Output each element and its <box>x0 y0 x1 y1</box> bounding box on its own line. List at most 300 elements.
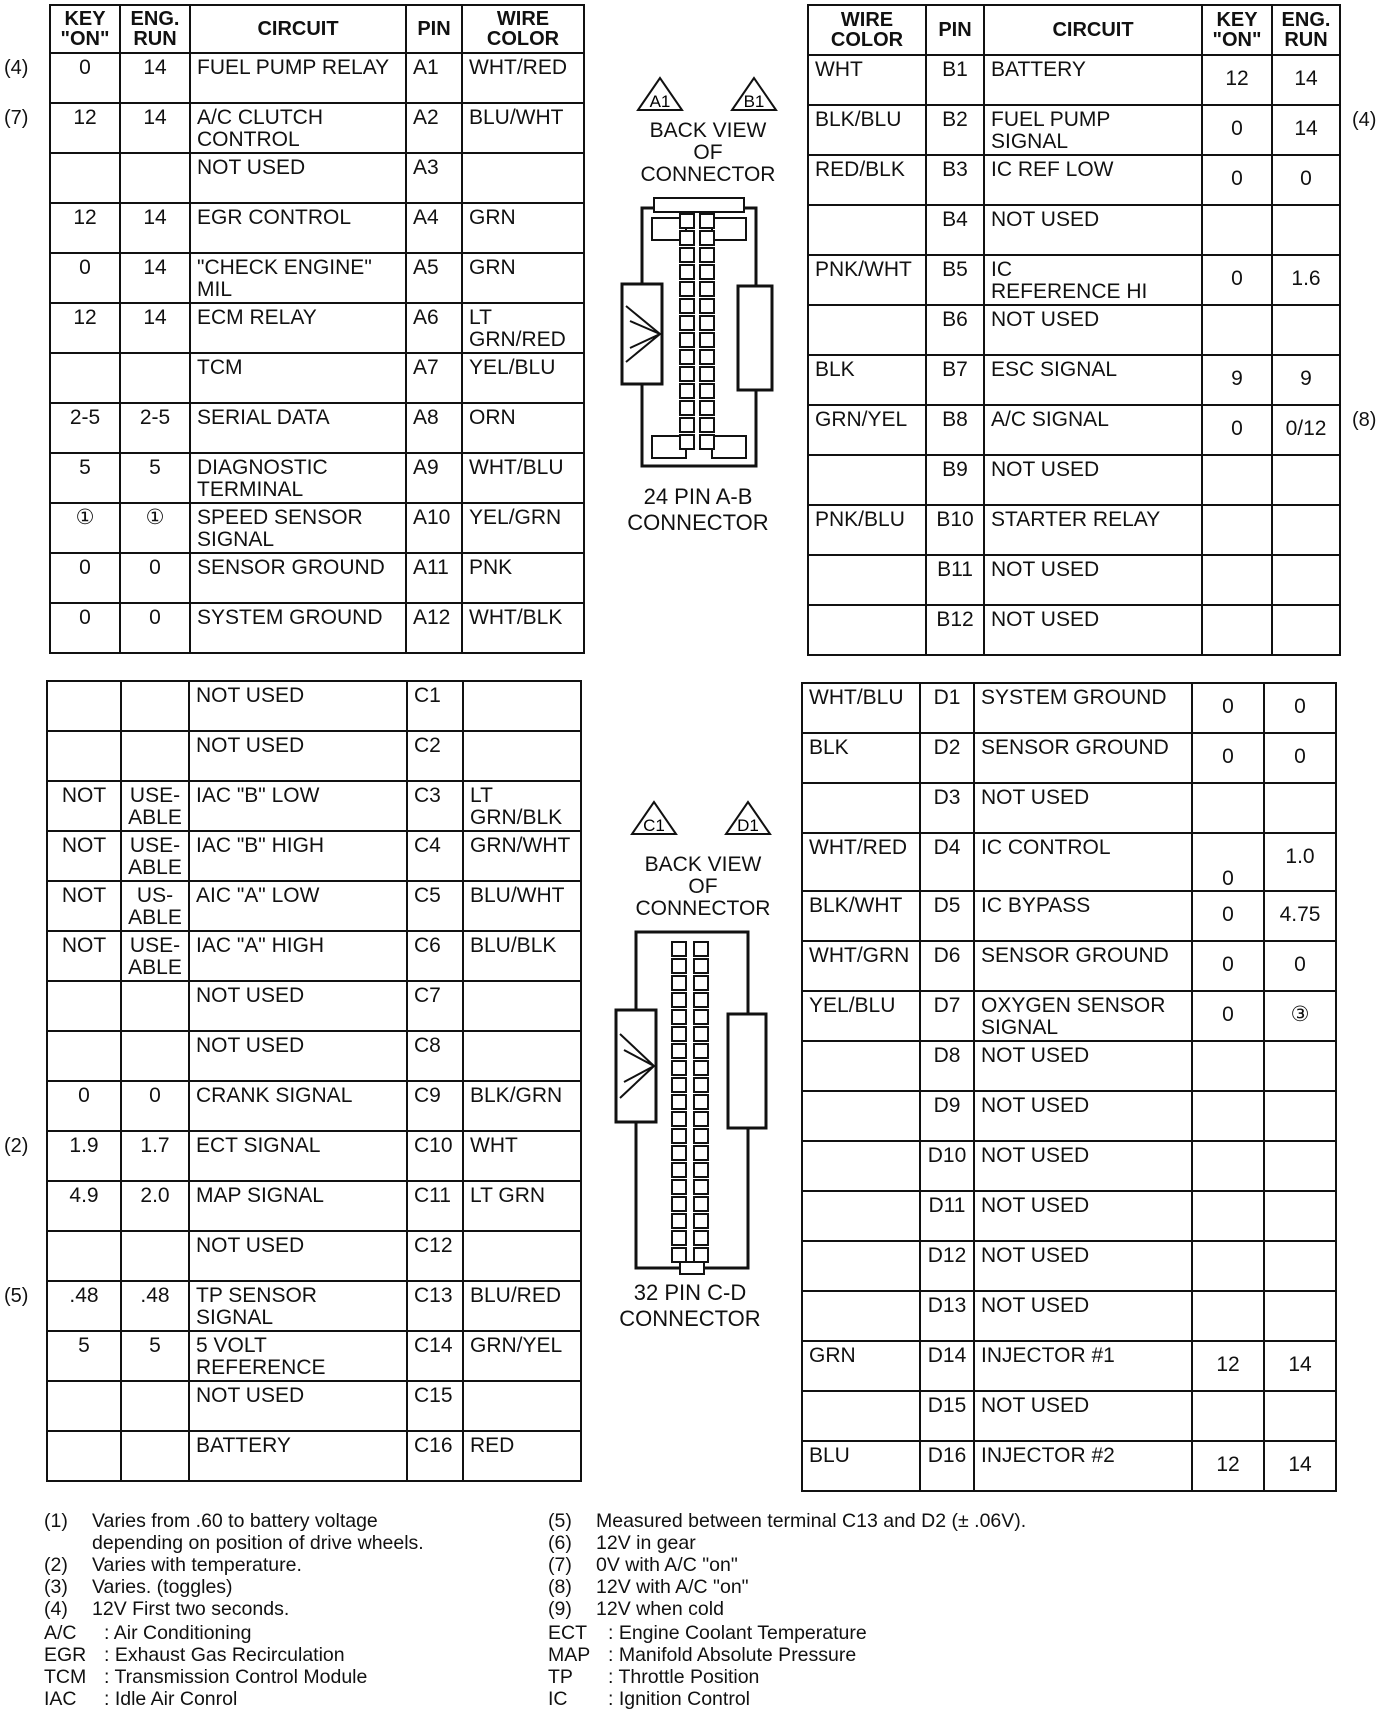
wire-color: GRN <box>802 1341 920 1391</box>
circuit-name: STARTER RELAY <box>984 505 1202 555</box>
key-on-voltage: ① <box>50 503 120 553</box>
header-circuit: CIRCUIT <box>190 5 406 53</box>
eng-run-voltage: 0 <box>1264 941 1336 991</box>
wire-color: BLK/BLU <box>808 105 926 155</box>
abbreviation <box>548 1644 1108 1666</box>
eng-run-voltage <box>1264 1191 1336 1241</box>
pin-id: D2 <box>920 733 974 783</box>
pin-row-d1 <box>802 683 1336 733</box>
circuit-name: CRANK SIGNAL <box>189 1081 407 1131</box>
footnote <box>44 1510 544 1532</box>
wire-color <box>463 1031 581 1081</box>
wire-color: WHT/BLK <box>462 603 584 653</box>
wire-color: ORN <box>462 403 584 453</box>
tag-d1-text: D1 <box>737 816 759 835</box>
abbreviation <box>548 1666 1108 1688</box>
key-on-voltage: 0 <box>47 1081 121 1131</box>
abbreviation-term: ECT <box>548 1622 587 1644</box>
connector-pin-cavity <box>680 231 694 245</box>
eng-run-voltage <box>1272 455 1340 505</box>
footnote <box>548 1598 1108 1620</box>
key-on-voltage <box>47 1381 121 1431</box>
wire-color <box>802 1141 920 1191</box>
pin-row-c2 <box>47 731 581 781</box>
wire-color: PNK <box>462 553 584 603</box>
notes-left <box>44 1510 544 1620</box>
connector-pin-cavity <box>672 1129 686 1143</box>
circuit-name: INJECTOR #2 <box>974 1441 1192 1491</box>
connector-pin-cavity <box>694 1197 708 1211</box>
connector-a-pin-table <box>49 4 585 654</box>
pin-id: A11 <box>406 553 462 603</box>
pin-id: C8 <box>407 1031 463 1081</box>
footnote <box>44 1532 544 1554</box>
connector-pin-cavity <box>694 959 708 973</box>
abbreviation-definition: : Engine Coolant Temperature <box>608 1622 867 1644</box>
pin-id: B2 <box>926 105 984 155</box>
wire-color <box>802 1391 920 1441</box>
pin-id: C6 <box>407 931 463 981</box>
key-on-voltage: 0 <box>1202 105 1272 155</box>
circuit-name: NOT USED <box>984 605 1202 655</box>
abbreviation <box>44 1644 544 1666</box>
connector-pin-cavity <box>694 1214 708 1228</box>
wire-color: BLU/WHT <box>463 881 581 931</box>
connector-pin-cavity <box>672 993 686 1007</box>
eng-run-voltage: 14 <box>120 253 190 303</box>
pin-id: C4 <box>407 831 463 881</box>
footnote-marker: (7) <box>4 107 29 129</box>
pin-row-a10 <box>50 503 584 553</box>
wire-color <box>808 305 926 355</box>
circuit-name: INJECTOR #1 <box>974 1341 1192 1391</box>
connector-pin-cavity <box>700 418 714 432</box>
pin-id: C14 <box>407 1331 463 1381</box>
connector-pin-cavity <box>694 1061 708 1075</box>
key-on-voltage: 5 <box>47 1331 121 1381</box>
circuit-name: OXYGEN SENSOR SIGNAL <box>974 991 1192 1041</box>
eng-run-voltage: 14 <box>1272 55 1340 105</box>
connector-pin-cavity <box>700 231 714 245</box>
footnote-number: (3) <box>44 1576 68 1598</box>
connector-pin-cavity <box>680 265 694 279</box>
pin-row-d9 <box>802 1091 1336 1141</box>
pin-id: D12 <box>920 1241 974 1291</box>
circuit-name: NOT USED <box>974 1041 1192 1091</box>
wire-color: GRN/WHT <box>463 831 581 881</box>
pin-row-d3 <box>802 783 1336 833</box>
key-on-voltage: NOT <box>47 831 121 881</box>
connector-pin-cavity <box>680 401 694 415</box>
pin-id: A9 <box>406 453 462 503</box>
footnote-number: (1) <box>44 1510 68 1532</box>
circuit-name: SPEED SENSOR SIGNAL <box>190 503 406 553</box>
wire-color: GRN/YEL <box>808 405 926 455</box>
key-on-voltage <box>1202 605 1272 655</box>
key-on-voltage <box>47 681 121 731</box>
pin-id: C15 <box>407 1381 463 1431</box>
footnote-text: 0V with A/C "on" <box>596 1554 738 1576</box>
abbreviation-term: IC <box>548 1688 568 1710</box>
connector-pin-cavity <box>700 350 714 364</box>
pin-row-a11 <box>50 553 584 603</box>
wire-color: BLU <box>802 1441 920 1491</box>
wire-color <box>463 981 581 1031</box>
abbreviations-right <box>548 1622 1108 1710</box>
connector-pin-cavity <box>672 942 686 956</box>
abbreviation-definition: : Ignition Control <box>608 1688 750 1710</box>
key-on-voltage: NOT <box>47 881 121 931</box>
connector-pin-cavity <box>680 384 694 398</box>
abbreviation-definition: : Idle Air Conrol <box>104 1688 238 1710</box>
connector-pin-cavity <box>700 435 714 449</box>
pin-row-c3 <box>47 781 581 831</box>
footnote-number <box>44 1532 92 1554</box>
circuit-name: TP SENSOR SIGNAL <box>189 1281 407 1331</box>
eng-run-voltage <box>121 681 189 731</box>
key-on-voltage <box>1192 1141 1264 1191</box>
connector-pin-cavity <box>694 1163 708 1177</box>
pin-id: B3 <box>926 155 984 205</box>
pin-row-c5 <box>47 881 581 931</box>
wire-color <box>802 1041 920 1091</box>
pin-id: B6 <box>926 305 984 355</box>
key-on-voltage <box>47 1031 121 1081</box>
abbreviations-left <box>44 1622 544 1710</box>
pin-row-c16 <box>47 1431 581 1481</box>
eng-run-voltage: 14 <box>120 53 190 103</box>
wire-color: LT GRN/RED <box>462 303 584 353</box>
pin-row-a12 <box>50 603 584 653</box>
key-on-voltage: NOT <box>47 931 121 981</box>
eng-run-voltage: 1.7 <box>121 1131 189 1181</box>
pin-id: D16 <box>920 1441 974 1491</box>
connector-pin-cavity <box>700 384 714 398</box>
pin-id: D3 <box>920 783 974 833</box>
pin-row-b4 <box>808 205 1340 255</box>
key-on-voltage <box>50 353 120 403</box>
pin-row-d10 <box>802 1141 1336 1191</box>
circuit-name: BATTERY <box>984 55 1202 105</box>
eng-run-voltage: 14 <box>1264 1441 1336 1491</box>
wire-color: BLU/BLK <box>463 931 581 981</box>
pin-row-b2 <box>808 105 1340 155</box>
circuit-name: NOT USED <box>984 455 1202 505</box>
pin-row-a5 <box>50 253 584 303</box>
eng-run-voltage: 1.0 <box>1264 833 1336 891</box>
tag-a1-text: A1 <box>649 92 671 111</box>
wire-color: WHT <box>463 1131 581 1181</box>
wire-color: GRN/YEL <box>463 1331 581 1381</box>
pin-row-d7 <box>802 991 1336 1041</box>
circuit-name: IC REF LOW <box>984 155 1202 205</box>
eng-run-voltage <box>1264 1091 1336 1141</box>
connector-pin-cavity <box>672 1044 686 1058</box>
footnote-text: depending on position of drive wheels. <box>92 1532 424 1554</box>
wire-color: GRN <box>462 253 584 303</box>
footnote-number: (8) <box>548 1576 572 1598</box>
connector-pin-cavity <box>680 316 694 330</box>
pin-row-a6 <box>50 303 584 353</box>
footnote-marker: (8) <box>1352 409 1377 431</box>
connector-pin-cavity <box>680 214 694 228</box>
connector-pin-cavity <box>700 214 714 228</box>
pin-id: B10 <box>926 505 984 555</box>
key-on-voltage <box>1202 555 1272 605</box>
pin-row-d4 <box>802 833 1336 891</box>
circuit-name: NOT USED <box>974 1191 1192 1241</box>
key-on-voltage <box>47 1231 121 1281</box>
eng-run-voltage: 2.0 <box>121 1181 189 1231</box>
pin-row-d2 <box>802 733 1336 783</box>
wire-color <box>802 1291 920 1341</box>
circuit-name: NOT USED <box>974 1391 1192 1441</box>
connector-pin-cavity <box>694 942 708 956</box>
key-on-voltage: 2-5 <box>50 403 120 453</box>
header-eng-run: ENG. RUN <box>120 5 190 53</box>
footnote-text: 12V with A/C "on" <box>596 1576 749 1598</box>
abbreviation <box>548 1688 1108 1710</box>
pin-id: B12 <box>926 605 984 655</box>
key-on-voltage: NOT <box>47 781 121 831</box>
pin-id: C7 <box>407 981 463 1031</box>
eng-run-voltage <box>121 981 189 1031</box>
connector-pin-cavity <box>694 1112 708 1126</box>
circuit-name: MAP SIGNAL <box>189 1181 407 1231</box>
circuit-name: NOT USED <box>189 681 407 731</box>
footnote <box>44 1598 544 1620</box>
key-on-voltage: 5 <box>50 453 120 503</box>
pin-row-b5 <box>808 255 1340 305</box>
pin-id: A2 <box>406 103 462 153</box>
pin-row-d8 <box>802 1041 1336 1091</box>
abbreviation-term: EGR <box>44 1644 87 1666</box>
key-on-voltage: 0 <box>50 53 120 103</box>
key-on-voltage <box>1192 1091 1264 1141</box>
wire-color <box>802 1191 920 1241</box>
key-on-voltage <box>1202 455 1272 505</box>
key-on-voltage: 12 <box>50 303 120 353</box>
connector-d-pin-table <box>801 682 1337 1492</box>
key-on-voltage: 0 <box>1192 833 1264 891</box>
connector-pin-cavity <box>680 333 694 347</box>
connector-pin-cavity <box>672 1180 686 1194</box>
key-on-voltage <box>1192 1291 1264 1341</box>
pin-id: C11 <box>407 1181 463 1231</box>
header-wire-color: WIRE COLOR <box>462 5 584 53</box>
pin-id: D7 <box>920 991 974 1041</box>
tag-b1-text: B1 <box>743 92 765 111</box>
circuit-name: SENSOR GROUND <box>974 733 1192 783</box>
footnote-number: (7) <box>548 1554 572 1576</box>
connector-pin-cavity <box>694 1231 708 1245</box>
connector-ab-label: 24 PIN A-B CONNECTOR <box>627 484 769 535</box>
header-circuit: CIRCUIT <box>984 5 1202 55</box>
connector-pin-cavity <box>694 1078 708 1092</box>
eng-run-voltage: 2-5 <box>120 403 190 453</box>
wire-color <box>808 605 926 655</box>
eng-run-voltage <box>121 1431 189 1481</box>
pin-row-c9 <box>47 1081 581 1131</box>
header-key-on: KEY "ON" <box>1202 5 1272 55</box>
circuit-name: NOT USED <box>189 981 407 1031</box>
wire-color <box>802 1091 920 1141</box>
footnote <box>548 1576 1108 1598</box>
pin-id: A6 <box>406 303 462 353</box>
key-on-voltage: 0 <box>1202 405 1272 455</box>
abbreviation <box>548 1622 1108 1644</box>
connector-pin-cavity <box>694 1146 708 1160</box>
connector-pin-cavity <box>700 367 714 381</box>
connector-cd-back-view-label: BACK VIEW OF CONNECTOR <box>635 853 771 920</box>
connector-pin-cavity <box>680 350 694 364</box>
key-on-voltage <box>1202 205 1272 255</box>
eng-run-voltage: 0 <box>1264 683 1336 733</box>
key-on-voltage <box>50 153 120 203</box>
connector-pin-cavity <box>694 1248 708 1262</box>
abbreviation-definition: : Exhaust Gas Recirculation <box>104 1644 345 1666</box>
key-on-voltage <box>1192 783 1264 833</box>
key-on-voltage: 0 <box>1192 891 1264 941</box>
pin-row-a1 <box>50 53 584 103</box>
connector-ab-back-view-label: BACK VIEW OF CONNECTOR <box>640 119 776 186</box>
connector-pin-cavity <box>672 1197 686 1211</box>
connector-pin-cavity <box>694 993 708 1007</box>
eng-run-voltage <box>121 731 189 781</box>
pin-id: D9 <box>920 1091 974 1141</box>
pin-row-a4 <box>50 203 584 253</box>
connector-pin-cavity <box>672 976 686 990</box>
circuit-name: A/C SIGNAL <box>984 405 1202 455</box>
connector-pin-cavity <box>694 1129 708 1143</box>
footnote-number: (9) <box>548 1598 572 1620</box>
eng-run-voltage: USE- ABLE <box>121 931 189 981</box>
circuit-name: FUEL PUMP RELAY <box>190 53 406 103</box>
eng-run-voltage: US- ABLE <box>121 881 189 931</box>
pin-row-d5 <box>802 891 1336 941</box>
eng-run-voltage: 0 <box>120 603 190 653</box>
eng-run-voltage <box>1264 1141 1336 1191</box>
pin-id: D14 <box>920 1341 974 1391</box>
pin-id: C10 <box>407 1131 463 1181</box>
key-on-voltage <box>47 1431 121 1481</box>
key-on-voltage: 0 <box>50 553 120 603</box>
eng-run-voltage: 9 <box>1272 355 1340 405</box>
pin-row-b1 <box>808 55 1340 105</box>
key-on-voltage: 9 <box>1202 355 1272 405</box>
eng-run-voltage: 14 <box>120 303 190 353</box>
connector-pin-cavity <box>700 299 714 313</box>
footnote-number: (5) <box>548 1510 572 1532</box>
pin-id: C9 <box>407 1081 463 1131</box>
wire-color: WHT/RED <box>462 53 584 103</box>
eng-run-voltage <box>121 1031 189 1081</box>
circuit-name: "CHECK ENGINE" MIL <box>190 253 406 303</box>
key-on-voltage: 0 <box>50 253 120 303</box>
connector-pin-cavity <box>700 265 714 279</box>
wire-color: BLK/WHT <box>802 891 920 941</box>
connector-pin-cavity <box>694 1095 708 1109</box>
wire-color: WHT/BLU <box>802 683 920 733</box>
circuit-name: IC CONTROL <box>974 833 1192 891</box>
pin-id: A12 <box>406 603 462 653</box>
pin-row-a2 <box>50 103 584 153</box>
key-on-voltage: 12 <box>1192 1441 1264 1491</box>
connector-pin-cavity <box>694 1044 708 1058</box>
wire-color: BLK <box>802 733 920 783</box>
pin-row-b10 <box>808 505 1340 555</box>
footnote-number: (4) <box>44 1598 68 1620</box>
abbreviation-term: IAC <box>44 1688 77 1710</box>
eng-run-voltage <box>1264 1041 1336 1091</box>
pin-row-d15 <box>802 1391 1336 1441</box>
pin-id: A5 <box>406 253 462 303</box>
circuit-name: EGR CONTROL <box>190 203 406 253</box>
pin-id: A3 <box>406 153 462 203</box>
connector-pin-cavity <box>672 1231 686 1245</box>
eng-run-voltage: 0 <box>120 553 190 603</box>
abbreviation <box>44 1666 544 1688</box>
key-on-voltage <box>1192 1191 1264 1241</box>
wire-color: WHT/RED <box>802 833 920 891</box>
connector-pin-cavity <box>694 1010 708 1024</box>
pin-id: B1 <box>926 55 984 105</box>
wire-color: YEL/BLU <box>462 353 584 403</box>
wire-color: BLU/RED <box>463 1281 581 1331</box>
footnote-marker: (2) <box>4 1135 29 1157</box>
key-on-voltage <box>1192 1391 1264 1441</box>
key-on-voltage <box>47 981 121 1031</box>
circuit-name: SYSTEM GROUND <box>190 603 406 653</box>
eng-run-voltage: 0 <box>1272 155 1340 205</box>
connector-cd-body <box>612 924 772 1278</box>
circuit-name: DIAGNOSTIC TERMINAL <box>190 453 406 503</box>
connector-b-pin-table <box>807 4 1341 656</box>
circuit-name: NOT USED <box>189 1381 407 1431</box>
circuit-name: NOT USED <box>974 1091 1192 1141</box>
eng-run-voltage: USE- ABLE <box>121 831 189 881</box>
circuit-name: IAC "B" HIGH <box>189 831 407 881</box>
wire-color <box>463 681 581 731</box>
eng-run-voltage: ③ <box>1264 991 1336 1041</box>
footnote-text: Measured between terminal C13 and D2 (± .06V). <box>596 1510 1027 1532</box>
wire-color: RED/BLK <box>808 155 926 205</box>
pin-row-c6 <box>47 931 581 981</box>
wire-color: BLU/WHT <box>462 103 584 153</box>
pin-id: A10 <box>406 503 462 553</box>
connector-pin-cavity <box>700 282 714 296</box>
footnote-marker: (5) <box>4 1285 29 1307</box>
wire-color: BLK <box>808 355 926 405</box>
circuit-name: IAC "B" LOW <box>189 781 407 831</box>
footnote <box>548 1510 1108 1532</box>
pin-row-c11 <box>47 1181 581 1231</box>
footnote-number: (2) <box>44 1554 68 1576</box>
connector-c-pin-table <box>46 680 582 1482</box>
eng-run-voltage: 14 <box>120 203 190 253</box>
pin-id: C16 <box>407 1431 463 1481</box>
pin-id: C2 <box>407 731 463 781</box>
pin-row-d13 <box>802 1291 1336 1341</box>
pin-id: C5 <box>407 881 463 931</box>
abbreviation-term: MAP <box>548 1644 591 1666</box>
eng-run-voltage <box>1272 205 1340 255</box>
connector-pin-cavity <box>680 435 694 449</box>
circuit-name: NOT USED <box>189 1031 407 1081</box>
connector-pin-cavity <box>694 1180 708 1194</box>
pin-id: D5 <box>920 891 974 941</box>
wire-color <box>802 783 920 833</box>
